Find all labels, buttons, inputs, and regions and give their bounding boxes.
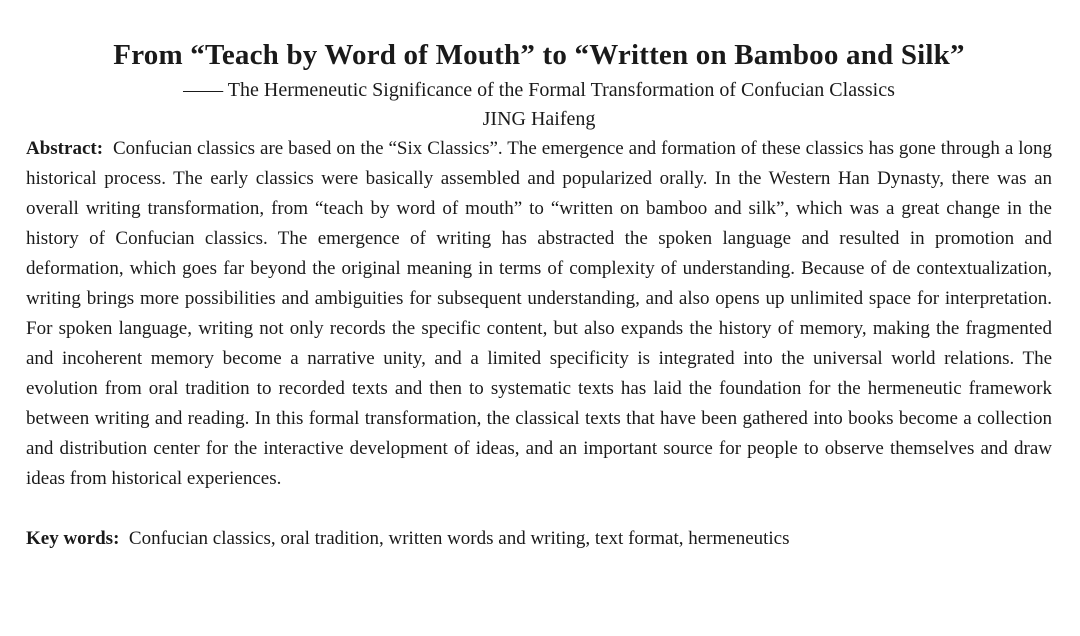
paper-title: From “Teach by Word of Mouth” to “Written on Bamboo and Silk” <box>113 39 965 71</box>
keywords-text: Confucian classics, oral tradition, written words and writing, text format, hermeneutics <box>128 528 790 549</box>
author-name: JING Haifeng <box>482 108 596 130</box>
keywords-paragraph <box>26 524 1052 554</box>
section-spacer <box>26 494 1052 524</box>
abstract-label: Abstract: <box>26 138 104 159</box>
keywords-label: Key words: <box>26 528 120 549</box>
paper-subtitle: —— The Hermeneutic Significance of the Formal Transformation of Confucian Classics <box>183 79 895 101</box>
abstract-text: Confucian classics are based on the “Six Classics”. The emergence and formation of these classics has gone through a long historical process. The early classics were basically assembled and popularized orally. In the Western Han Dynasty, there was an overall writing transformation, from “teach by word of mouth” to “written on bamboo and silk”, which was a great change in the history of Confucian classics. The emergence of writing has abstracted the spoken language and resulted in promotion and deformation, which goes far beyond the original meaning in terms of complexity of understanding. Because of de contextualization, writing brings more possibilities and ambiguities for subsequent understanding, and also opens up unlimited space for interpretation. For spoken language, writing not only records the specific content, but also expands the history of memory, making the fragmented and incoherent memory become a narrative unity, and a limited specificity is integrated into the universal world relations. The evolution from oral tradition to recorded texts and then to systematic texts has laid the foundation for the hermeneutic framework between writing and reading. In this formal transformation, the classical texts that have been gathered into books become a collection and distribution center for the interactive development of ideas, and an important source for people to observe themselves and draw ideas from historical experiences. <box>26 138 1053 489</box>
abstract-paragraph <box>26 134 1052 494</box>
